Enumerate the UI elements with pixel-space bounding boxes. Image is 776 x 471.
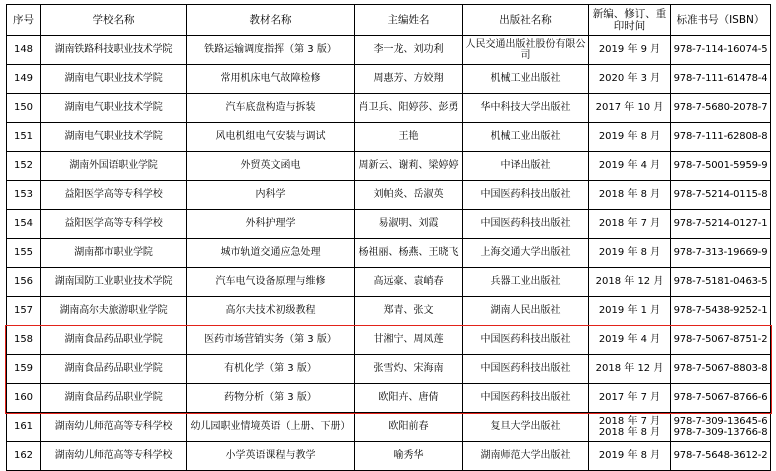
cell-no: 148: [7, 36, 41, 65]
cell-isbn: 978-7-5680-2078-7: [671, 94, 771, 123]
table-row: [7, 36, 771, 65]
cell-school: 湖南国防工业职业技术学院: [41, 268, 187, 297]
cell-school: 湖南幼儿师范高等专科学校: [41, 413, 187, 442]
cell-isbn: 978-7-5067-8803-8: [671, 355, 771, 384]
cell-book: 汽车电气设备原理与维修: [187, 268, 355, 297]
cell-isbn: 978-7-5438-9252-1: [671, 297, 771, 326]
table-row: [7, 210, 771, 239]
cell-book: 药物分析（第 3 版）: [187, 384, 355, 413]
column-header-no: 序号: [7, 5, 41, 36]
cell-date: 2019 年 8 月: [589, 239, 671, 268]
cell-no: 160: [7, 384, 41, 413]
cell-date: 2019 年 4 月: [589, 152, 671, 181]
cell-date: 2017 年 10 月: [589, 94, 671, 123]
table-row: [7, 181, 771, 210]
cell-author: 高远豪、袁峭春: [355, 268, 463, 297]
cell-isbn: 978-7-5214-0115-8: [671, 181, 771, 210]
cell-book: 内科学: [187, 181, 355, 210]
table-row: [7, 239, 771, 268]
cell-press: 华中科技大学出版社: [463, 94, 589, 123]
cell-isbn: 978-7-111-62808-8: [671, 123, 771, 152]
cell-press: 中国医药科技出版社: [463, 355, 589, 384]
cell-no: 159: [7, 355, 41, 384]
cell-book: 常用机床电气故障检修: [187, 65, 355, 94]
cell-author: 喻秀华: [355, 442, 463, 471]
cell-isbn: 978-7-309-13645-6 978-7-309-13766-8: [671, 413, 771, 442]
cell-isbn: 978-7-5067-8751-2: [671, 326, 771, 355]
column-header-author: 主编姓名: [355, 5, 463, 36]
cell-date: 2019 年 8 月: [589, 442, 671, 471]
cell-author: 李一龙、刘功利: [355, 36, 463, 65]
cell-date: 2017 年 7 月: [589, 384, 671, 413]
table-row: [7, 268, 771, 297]
cell-school: 湖南铁路科技职业技术学院: [41, 36, 187, 65]
cell-author: 张雪灼、宋海南: [355, 355, 463, 384]
cell-date: 2019 年 8 月: [589, 123, 671, 152]
cell-no: 162: [7, 442, 41, 471]
cell-author: 杨祖丽、杨燕、王晓飞: [355, 239, 463, 268]
column-header-book: 教材名称: [187, 5, 355, 36]
cell-school: 湖南电气职业技术学院: [41, 94, 187, 123]
cell-author: 刘帕炎、岳淑英: [355, 181, 463, 210]
cell-author: 欧阳卉、唐倩: [355, 384, 463, 413]
cell-no: 151: [7, 123, 41, 152]
cell-date: 2018 年 8 月: [589, 181, 671, 210]
cell-press: 机械工业出版社: [463, 65, 589, 94]
cell-press: 中国医药科技出版社: [463, 384, 589, 413]
table-row: [7, 123, 771, 152]
cell-book: 高尔夫技术初级教程: [187, 297, 355, 326]
cell-author: 甘湘宁、周凤莲: [355, 326, 463, 355]
cell-book: 风电机组电气安装与调试: [187, 123, 355, 152]
cell-press: 中译出版社: [463, 152, 589, 181]
column-header-school: 学校名称: [41, 5, 187, 36]
column-header-isbn: 标准书号（ISBN）: [671, 5, 771, 36]
cell-isbn: 978-7-5001-5959-9: [671, 152, 771, 181]
cell-school: 益阳医学高等专科学校: [41, 181, 187, 210]
cell-book: 医药市场营销实务（第 3 版）: [187, 326, 355, 355]
cell-school: 湖南食品药品职业学院: [41, 355, 187, 384]
table-header: [7, 5, 771, 36]
cell-no: 152: [7, 152, 41, 181]
cell-date: 2020 年 3 月: [589, 65, 671, 94]
cell-press: 中国医药科技出版社: [463, 210, 589, 239]
cell-school: 湖南电气职业技术学院: [41, 123, 187, 152]
cell-school: 湖南电气职业技术学院: [41, 65, 187, 94]
cell-date: 2019 年 1 月: [589, 297, 671, 326]
table-header-row: [7, 5, 771, 36]
cell-isbn: 978-7-5181-0463-5: [671, 268, 771, 297]
cell-no: 157: [7, 297, 41, 326]
cell-press: 复旦大学出版社: [463, 413, 589, 442]
cell-school: 益阳医学高等专科学校: [41, 210, 187, 239]
cell-author: 周新云、谢莉、梁婷婷: [355, 152, 463, 181]
cell-date: 2018 年 12 月: [589, 355, 671, 384]
cell-author: 易淑明、刘霞: [355, 210, 463, 239]
cell-date: 2018 年 7 月 2018 年 8 月: [589, 413, 671, 442]
cell-no: 156: [7, 268, 41, 297]
cell-no: 154: [7, 210, 41, 239]
cell-press: 湖南人民出版社: [463, 297, 589, 326]
cell-book: 有机化学（第 3 版）: [187, 355, 355, 384]
cell-school: 湖南幼儿师范高等专科学校: [41, 442, 187, 471]
cell-no: 153: [7, 181, 41, 210]
cell-press: 上海交通大学出版社: [463, 239, 589, 268]
cell-date: 2018 年 7 月: [589, 210, 671, 239]
cell-isbn: 978-7-114-16074-5: [671, 36, 771, 65]
cell-book: 城市轨道交通应急处理: [187, 239, 355, 268]
cell-author: 周惠芳、方姣翔: [355, 65, 463, 94]
cell-isbn: 978-7-5648-3612-2: [671, 442, 771, 471]
table-row: [7, 65, 771, 94]
table-row: [7, 297, 771, 326]
cell-isbn: 978-7-313-19669-9: [671, 239, 771, 268]
cell-book: 汽车底盘构造与拆装: [187, 94, 355, 123]
cell-author: 欧阳前春: [355, 413, 463, 442]
table-row: [7, 442, 771, 471]
cell-author: 肖卫兵、阳婷莎、彭勇: [355, 94, 463, 123]
table-row: [7, 152, 771, 181]
cell-isbn: 978-7-5067-8766-6: [671, 384, 771, 413]
table-row: [7, 384, 771, 413]
cell-press: 兵器工业出版社: [463, 268, 589, 297]
cell-isbn: 978-7-111-61478-4: [671, 65, 771, 94]
cell-book: 幼儿园职业情境英语（上册、下册）: [187, 413, 355, 442]
cell-no: 149: [7, 65, 41, 94]
table-row: [7, 413, 771, 442]
cell-press: 人民交通出版社股份有限公司: [463, 36, 589, 65]
cell-date: 2019 年 4 月: [589, 326, 671, 355]
cell-book: 铁路运输调度指挥（第 3 版）: [187, 36, 355, 65]
cell-school: 湖南都市职业学院: [41, 239, 187, 268]
column-header-press: 出版社名称: [463, 5, 589, 36]
cell-author: 郑青、张文: [355, 297, 463, 326]
cell-no: 161: [7, 413, 41, 442]
table-row: [7, 355, 771, 384]
cell-date: 2019 年 9 月: [589, 36, 671, 65]
cell-school: 湖南高尔夫旅游职业学院: [41, 297, 187, 326]
table-body: [7, 36, 771, 471]
cell-isbn: 978-7-5214-0127-1: [671, 210, 771, 239]
cell-school: 湖南食品药品职业学院: [41, 384, 187, 413]
cell-press: 中国医药科技出版社: [463, 326, 589, 355]
textbook-table: [6, 4, 771, 471]
cell-author: 王艳: [355, 123, 463, 152]
cell-press: 中国医药科技出版社: [463, 181, 589, 210]
cell-no: 155: [7, 239, 41, 268]
cell-book: 外贸英文函电: [187, 152, 355, 181]
cell-press: 湖南师范大学出版社: [463, 442, 589, 471]
cell-book: 小学英语课程与教学: [187, 442, 355, 471]
cell-date: 2018 年 12 月: [589, 268, 671, 297]
cell-school: 湖南食品药品职业学院: [41, 326, 187, 355]
cell-book: 外科护理学: [187, 210, 355, 239]
cell-school: 湖南外国语职业学院: [41, 152, 187, 181]
cell-no: 150: [7, 94, 41, 123]
table-row: [7, 94, 771, 123]
column-header-date: 新编、修订、重印时间: [589, 5, 671, 36]
cell-press: 机械工业出版社: [463, 123, 589, 152]
table-row: [7, 326, 771, 355]
cell-no: 158: [7, 326, 41, 355]
